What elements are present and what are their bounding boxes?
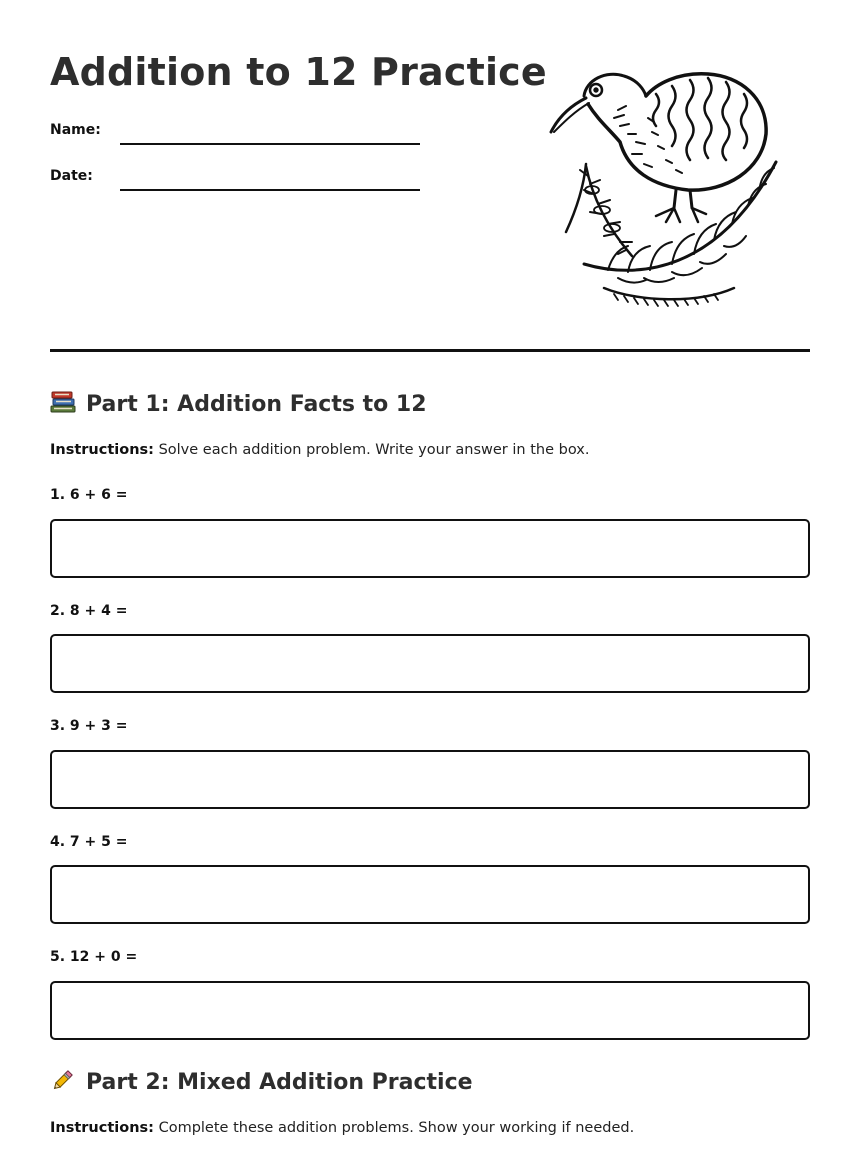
name-line[interactable] xyxy=(120,143,420,145)
part1-instructions-label: Instructions: xyxy=(50,442,154,458)
part2-instructions-text: Complete these addition problems. Show your working if needed. xyxy=(153,1120,635,1136)
kiwi-illustration xyxy=(548,66,788,316)
date-field[interactable] xyxy=(50,162,420,192)
part1-instructions xyxy=(50,442,589,458)
part2-heading-text: Part 2: Mixed Addition Practice xyxy=(86,1070,473,1095)
answer-box-4[interactable] xyxy=(50,865,810,924)
section-divider xyxy=(50,349,810,352)
pencil-icon xyxy=(50,1068,78,1098)
problem-5-label: 5. 12 + 0 = xyxy=(50,949,138,965)
part1-heading xyxy=(50,390,427,420)
part2-heading xyxy=(50,1068,473,1098)
page-title: Addition to 12 Practice xyxy=(50,50,547,94)
date-line[interactable] xyxy=(120,189,420,191)
answer-box-5[interactable] xyxy=(50,981,810,1040)
books-icon xyxy=(50,390,78,420)
problem-2-label: 2. 8 + 4 = xyxy=(50,603,128,619)
date-label: Date: xyxy=(50,168,93,184)
problem-1-label: 1. 6 + 6 = xyxy=(50,487,128,503)
answer-box-2[interactable] xyxy=(50,634,810,693)
part1-heading-text: Part 1: Addition Facts to 12 xyxy=(86,392,427,417)
name-field[interactable] xyxy=(50,116,420,146)
problem-4-label: 4. 7 + 5 = xyxy=(50,834,128,850)
part2-instructions xyxy=(50,1120,634,1136)
part2-instructions-label: Instructions: xyxy=(50,1120,154,1136)
problem-3-label: 3. 9 + 3 = xyxy=(50,718,128,734)
name-label: Name: xyxy=(50,122,101,138)
answer-box-1[interactable] xyxy=(50,519,810,578)
part1-instructions-text: Solve each addition problem. Write your answer in the box. xyxy=(153,442,590,458)
answer-box-3[interactable] xyxy=(50,750,810,809)
